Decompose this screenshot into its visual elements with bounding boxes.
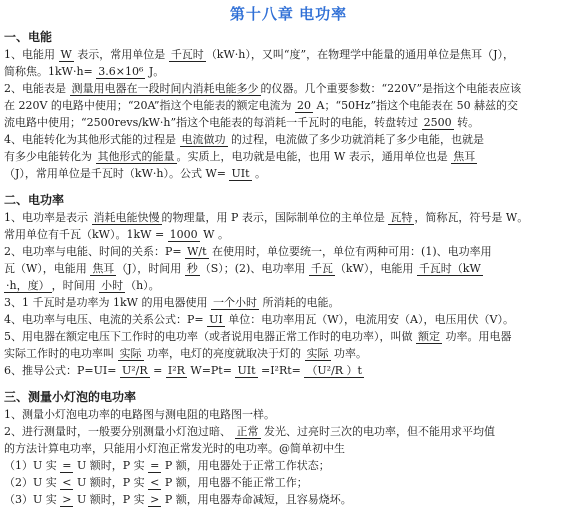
text-line bbox=[0, 277, 577, 294]
answer-blank: > bbox=[150, 493, 160, 506]
answer-blank: W bbox=[60, 48, 72, 61]
line-text: U 额时，P 实 bbox=[73, 476, 149, 489]
document-body bbox=[0, 28, 577, 508]
answer-blank: 焦耳 bbox=[453, 150, 476, 163]
text-line bbox=[0, 243, 577, 260]
line-text: （J），常用单位是千瓦时（kW·h）。公式 W= bbox=[4, 167, 230, 180]
answer-blank: 20 bbox=[297, 99, 311, 112]
section-gap bbox=[0, 379, 577, 384]
text-line bbox=[0, 114, 577, 131]
line-text: 瓦（W），电能用 bbox=[4, 262, 91, 275]
line-text: 3、1 千瓦时是功率为 1kW 的用电器使用 bbox=[4, 296, 211, 309]
answer-blank: = bbox=[62, 459, 72, 472]
line-text: 功率，电灯的亮度就取决于灯的 bbox=[143, 347, 305, 360]
line-text: P 额，用电器处于正常工作状态； bbox=[161, 459, 330, 472]
answer-blank: = bbox=[150, 459, 160, 472]
text-line bbox=[0, 80, 577, 97]
line-text: 在使用时，单位要统一，单位有两种可用：(1)、电功率用 bbox=[208, 245, 492, 258]
text-line bbox=[0, 311, 577, 328]
text-line bbox=[0, 46, 577, 63]
line-text: 2、进行测量时，一般要分别测量小灯泡过暗、 bbox=[4, 425, 235, 438]
answer-blank: < bbox=[62, 476, 72, 489]
answer-blank: 瓦特 bbox=[390, 211, 413, 224]
answer-blank: U²/R bbox=[121, 364, 148, 377]
line-text: （J），时间用 bbox=[116, 262, 185, 275]
line-text: 1、电功率是表示 bbox=[4, 211, 92, 224]
answer-blank: < bbox=[150, 476, 160, 489]
line-text: 功率。 bbox=[330, 347, 367, 360]
line-text: P 额，用电器不能正常工作； bbox=[161, 476, 308, 489]
answer-blank: 一个小时 bbox=[212, 296, 257, 309]
text-line bbox=[0, 209, 577, 226]
text-line bbox=[0, 226, 577, 243]
line-text: 6、推导公式：P=UI= bbox=[4, 364, 120, 377]
text-line bbox=[0, 423, 577, 440]
line-text: 所消耗的电能。 bbox=[258, 296, 340, 309]
text-line bbox=[0, 345, 577, 362]
line-text: （kW·h），又叫“度”，在物理学中能量的通用单位是焦耳（J）， bbox=[205, 48, 515, 61]
section-heading: 一、电能 bbox=[4, 30, 53, 44]
text-line bbox=[0, 131, 577, 148]
line-text: 的物理量，用 P 表示，国际制单位的主单位是 bbox=[161, 211, 389, 224]
answer-blank: 消耗电能快慢 bbox=[93, 211, 160, 224]
line-text: ，简称瓦，符号是 W。 bbox=[414, 211, 529, 224]
line-text: 在 220V 的电路中使用；“20A”指这个电能表的额定电流为 bbox=[4, 99, 295, 112]
line-text: （2）U 实 bbox=[4, 476, 61, 489]
answer-blank: 秒 bbox=[186, 262, 198, 275]
line-text: U 额时，P 实 bbox=[73, 493, 149, 506]
answer-blank: 2500 bbox=[423, 116, 452, 129]
text-line bbox=[0, 148, 577, 165]
section-heading: 二、电功率 bbox=[4, 193, 65, 207]
line-text: 。实质上，电功就是电能，也用 W 表示，通用单位也是 bbox=[176, 150, 452, 163]
line-text: 功率。用电器 bbox=[442, 330, 512, 343]
line-text: 流电路中使用；“2500revs/kW·h”指这个电能表的每消耗一千瓦时的电能，转盘转过 bbox=[4, 116, 422, 129]
line-text: （3）U 实 bbox=[4, 493, 61, 506]
text-line bbox=[0, 440, 577, 457]
line-text: 表示，常用单位是 bbox=[73, 48, 169, 61]
line-text: 实际工作时的电功率叫 bbox=[4, 347, 118, 360]
line-text: 发光、过亮时三次的电功率，但不能用求平均值 bbox=[260, 425, 495, 438]
answer-blank: 1000 bbox=[169, 228, 198, 241]
answer-blank: 电流做功 bbox=[181, 133, 226, 146]
line-text: W=Pt= bbox=[186, 364, 236, 377]
answer-blank: 千瓦时（kW bbox=[418, 262, 481, 275]
answer-blank: 焦耳 bbox=[92, 262, 115, 275]
text-line bbox=[0, 406, 577, 423]
text-line bbox=[0, 294, 577, 311]
text-line bbox=[0, 474, 577, 491]
line-text: 的方法计算电功率，只能用小灯泡正常发光时的电功率。@简单初中生 bbox=[4, 442, 345, 455]
line-text: 2、电功率与电能、时间的关系：P= bbox=[4, 245, 186, 258]
answer-blank: UIt bbox=[231, 167, 250, 180]
line-text: J。 bbox=[145, 65, 165, 78]
line-text: （kW），电能用 bbox=[334, 262, 417, 275]
answer-blank: 其他形式的能量 bbox=[97, 150, 175, 163]
line-text: =I²Rt= bbox=[257, 364, 305, 377]
answer-blank: UIt bbox=[237, 364, 256, 377]
line-text: W 。 bbox=[199, 228, 229, 241]
answer-blank: 千瓦 bbox=[310, 262, 333, 275]
line-text: 1、电能用 bbox=[4, 48, 59, 61]
text-line bbox=[0, 491, 577, 508]
text-line bbox=[0, 260, 577, 277]
line-text: P 额，用电器寿命减短，且容易烧坏。 bbox=[161, 493, 352, 506]
text-line bbox=[0, 328, 577, 345]
line-text: 常用单位有千瓦（kW）。1kW = bbox=[4, 228, 168, 241]
line-text: 有多少电能转化为 bbox=[4, 150, 96, 163]
answer-blank: > bbox=[62, 493, 72, 506]
line-text: （1）U 实 bbox=[4, 459, 61, 472]
answer-blank: 3.6×10⁶ bbox=[98, 65, 144, 78]
line-text: 的过程，电流做了多少功就消耗了多少电能，也就是 bbox=[227, 133, 484, 146]
page-title: 第十八章 电功率 bbox=[229, 6, 348, 23]
section-heading: 三、测量小灯泡的电功率 bbox=[4, 390, 137, 404]
answer-blank: 实际 bbox=[306, 347, 329, 360]
line-text: （h）。 bbox=[125, 279, 160, 292]
answer-blank: UI bbox=[209, 313, 223, 326]
line-text: 的仪器。几个重要参数：“220V”是指这个电能表应该 bbox=[260, 82, 522, 95]
answer-blank: W/t bbox=[187, 245, 207, 258]
line-text: = bbox=[149, 364, 166, 377]
answer-blank: 测量用电器在一段时间内消耗电能多少 bbox=[71, 82, 259, 95]
text-line bbox=[0, 97, 577, 114]
line-text: 2、电能表是 bbox=[4, 82, 70, 95]
line-text: U 额时，P 实 bbox=[73, 459, 149, 472]
line-text: 5、用电器在额定电压下工作时的电功率（或者说用电器正常工作时的电功率），叫做 bbox=[4, 330, 416, 343]
line-text: 1、测量小灯泡电功率的电路图与测电阻的电路图一样。 bbox=[4, 408, 275, 421]
line-text: 单位：电功率用瓦（W），电流用安（A），电压用伏（V）。 bbox=[224, 313, 514, 326]
answer-blank: 正常 bbox=[236, 425, 259, 438]
line-text: A；“50Hz”指这个电能表在 50 赫兹的交 bbox=[313, 99, 519, 112]
line-text: 简称焦。1kW·h= bbox=[4, 65, 97, 78]
answer-blank: （U²/R ）t bbox=[306, 364, 362, 377]
answer-blank: 小时 bbox=[101, 279, 124, 292]
line-text: （S）；(2)、电功率用 bbox=[199, 262, 309, 275]
answer-blank: 千瓦时 bbox=[170, 48, 204, 61]
answer-blank: ·h，度） bbox=[6, 279, 50, 292]
text-line bbox=[0, 63, 577, 80]
line-text: 4、电功率与电压、电流的关系公式：P= bbox=[4, 313, 208, 326]
text-line bbox=[0, 165, 577, 182]
line-text: 4、电能转化为其他形式能的过程是 bbox=[4, 133, 180, 146]
line-text: 。 bbox=[251, 167, 267, 180]
answer-blank: 额定 bbox=[418, 330, 440, 343]
line-text: 转。 bbox=[453, 116, 480, 129]
answer-blank: I²R bbox=[167, 364, 185, 377]
text-line bbox=[0, 457, 577, 474]
section-gap bbox=[0, 182, 577, 187]
answer-blank: 实际 bbox=[119, 347, 142, 360]
line-text: ，时间用 bbox=[51, 279, 100, 292]
text-line bbox=[0, 362, 577, 379]
